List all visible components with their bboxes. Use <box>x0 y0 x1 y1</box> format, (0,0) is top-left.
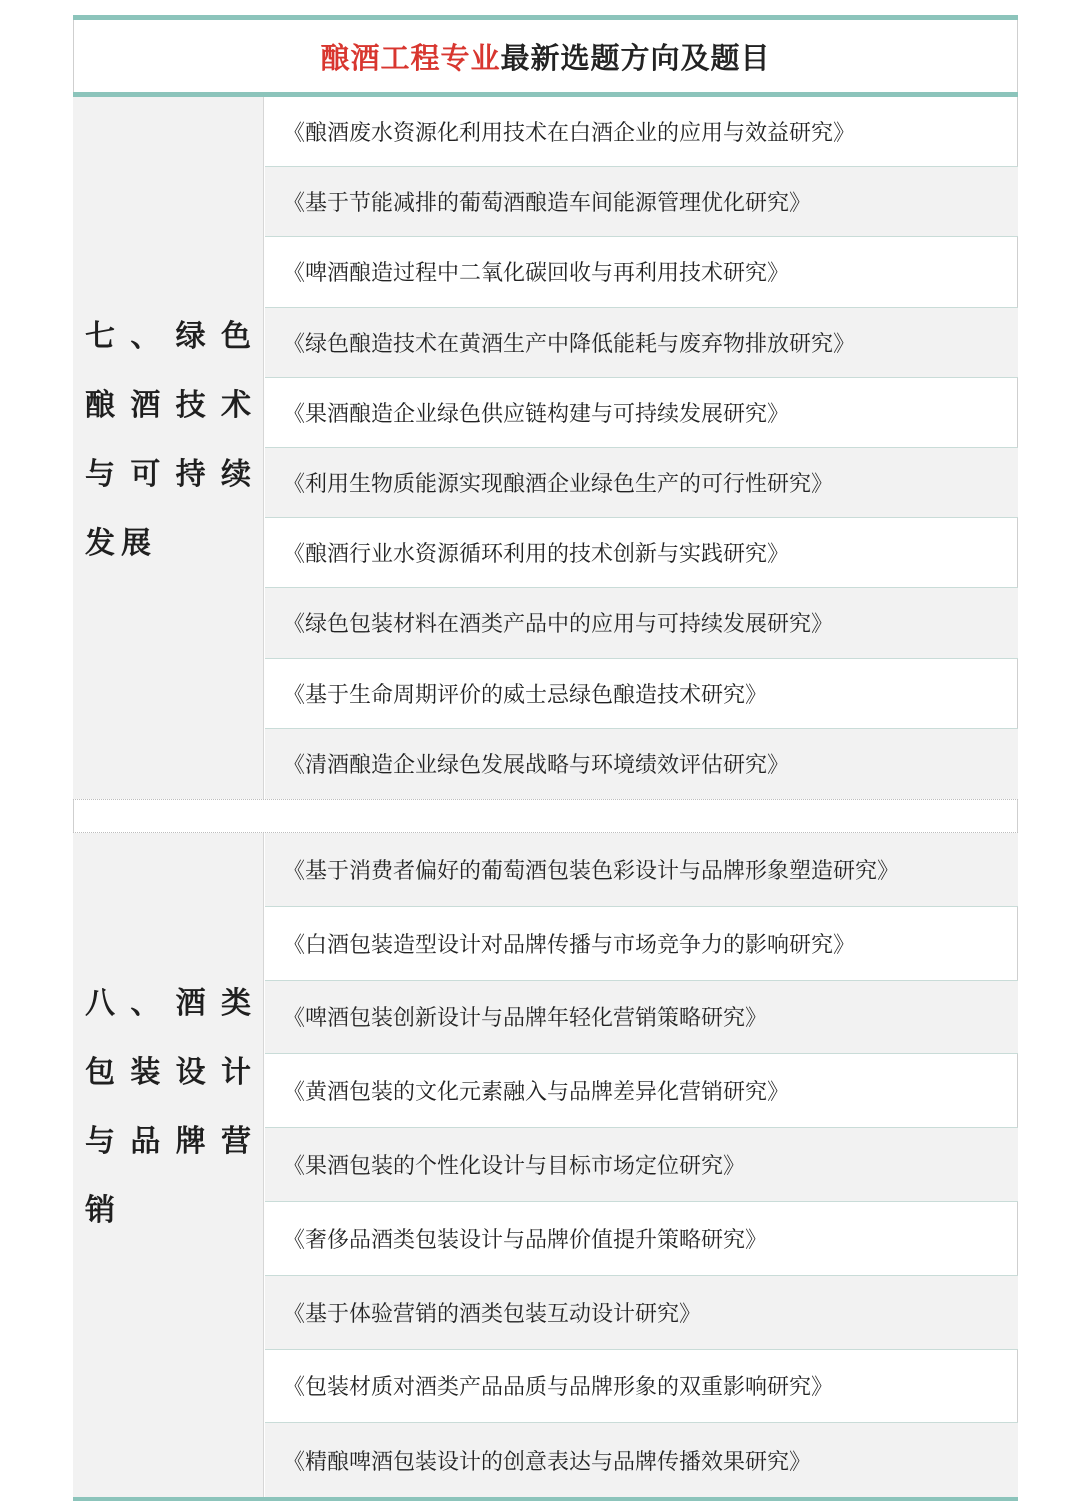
topic-list <box>265 833 1018 1497</box>
topic-item: 《基于节能减排的葡萄酒酿造车间能源管理优化研究》 <box>265 167 1018 237</box>
title-highlight: 酿酒工程专业 <box>320 40 501 75</box>
section-label-cell <box>73 97 264 799</box>
topic-item: 《精酿啤酒包装设计的创意表达与品牌传播效果研究》 <box>265 1423 1018 1497</box>
topic-item: 《啤酒酿造过程中二氧化碳回收与再利用技术研究》 <box>265 237 1018 307</box>
topic-item: 《绿色酿造技术在黄酒生产中降低能耗与废弃物排放研究》 <box>265 308 1018 378</box>
topic-item: 《绿色包装材料在酒类产品中的应用与可持续发展研究》 <box>265 588 1018 658</box>
section-label: 八、酒类包装设计与品牌营销 <box>85 986 257 1228</box>
topic-item: 《奢侈品酒类包装设计与品牌价值提升策略研究》 <box>265 1202 1018 1276</box>
topic-item: 《基于消费者偏好的葡萄酒包装色彩设计与品牌形象塑造研究》 <box>265 833 1018 907</box>
section-label: 七、绿色酿酒技术与可持续发展 <box>85 319 257 561</box>
bottom-rule <box>73 1497 1018 1501</box>
section-label-cell <box>73 833 264 1497</box>
section-gap <box>73 799 1018 833</box>
topic-item: 《黄酒包装的文化元素融入与品牌差异化营销研究》 <box>265 1054 1018 1128</box>
topic-item: 《果酒酿造企业绿色供应链构建与可持续发展研究》 <box>265 378 1018 448</box>
section-7 <box>73 97 1018 799</box>
section-8 <box>73 833 1018 1497</box>
topic-item: 《基于生命周期评价的威士忌绿色酿造技术研究》 <box>265 659 1018 729</box>
topic-list <box>265 97 1018 799</box>
topic-item: 《啤酒包装创新设计与品牌年轻化营销策略研究》 <box>265 981 1018 1055</box>
title-rest: 最新选题方向及题目 <box>500 40 771 75</box>
topic-item: 《果酒包装的个性化设计与目标市场定位研究》 <box>265 1128 1018 1202</box>
page-title <box>73 20 1018 92</box>
topic-item: 《酿酒行业水资源循环利用的技术创新与实践研究》 <box>265 518 1018 588</box>
topic-item: 《清酒酿造企业绿色发展战略与环境绩效评估研究》 <box>265 729 1018 799</box>
topic-item: 《白酒包装造型设计对品牌传播与市场竞争力的影响研究》 <box>265 907 1018 981</box>
topic-item: 《利用生物质能源实现酿酒企业绿色生产的可行性研究》 <box>265 448 1018 518</box>
topic-item: 《包装材质对酒类产品品质与品牌形象的双重影响研究》 <box>265 1350 1018 1424</box>
topic-item: 《基于体验营销的酒类包装互动设计研究》 <box>265 1276 1018 1350</box>
topic-item: 《酿酒废水资源化利用技术在白酒企业的应用与效益研究》 <box>265 97 1018 167</box>
